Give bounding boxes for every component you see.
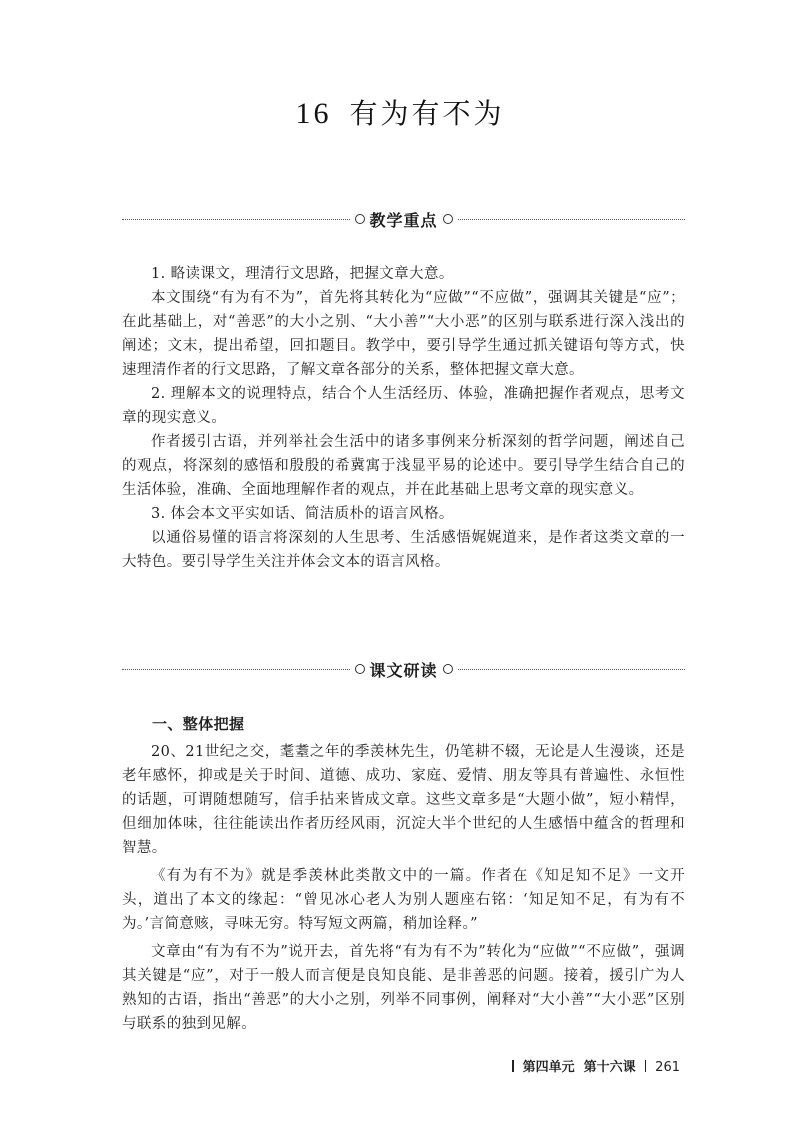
circle-ornament-icon — [355, 664, 365, 674]
dotted-rule-left — [122, 669, 350, 670]
page-footer — [0, 1056, 680, 1075]
footer-lesson: 第十六课 — [583, 1060, 636, 1075]
section-heading-text-study — [122, 657, 685, 681]
page-title — [0, 92, 800, 132]
lesson-number: 16 — [295, 97, 332, 130]
paragraph: 3. 体会本文平实如话、简洁质朴的语言风格。 — [151, 506, 454, 522]
dotted-rule-right — [458, 219, 686, 220]
circle-ornament-icon — [443, 214, 453, 224]
paragraph: 1. 略读课文，理清行文思路，把握文章大意。 — [151, 266, 454, 282]
dotted-rule-left — [122, 219, 350, 220]
paragraph: 20、21世纪之交，耄耋之年的季羡林先生，仍笔耕不辍，无论是人生漫谈，还是老年感怀，抑或是关于时间、道德、成功、家庭、爱情、朋友等具有普遍性、永恒性的话题，可谓随想随写，信手拈来皆成文章。这些文章多是“大题小做”，短小精悍，但细加体味，往往能读出作者历经风雨，沉淀大半个世纪的人生感悟中蕴含的哲理和智慧。 — [122, 744, 685, 856]
teaching-focus-body — [122, 262, 685, 574]
section-heading-label: 课文研读 — [369, 660, 438, 680]
paragraph: 本文围绕“有为有不为”，首先将其转化为“应做”“不应做”，强调其关键是“应”；在此基础上，对“善恶”的大小之别、“大小善”“大小恶”的区别与联系进行深入浅出的阐述；文末，提出希望，回扣题目。教学中，要引导学生通过抓关键语句等方式，快速理清作者的行文思路，了解文章各部分的关系，整体把握文章大意。 — [122, 290, 685, 378]
paragraph: 以通俗易懂的语言将深刻的人生思考、生活感悟娓娓道来，是作者这类文章的一大特色。要引导学生关注并体会文本的语言风格。 — [122, 530, 685, 570]
section-heading-label: 教学重点 — [369, 210, 438, 230]
subheading: 一、整体把握 — [152, 715, 245, 733]
paragraph: 作者援引古语，并列举社会生活中的诸多事例来分析深刻的哲学问题，阐述自己的观点，将深刻的感悟和殷殷的希冀寓于浅显平易的论述中。要引导学生结合自己的生活体验，准确、全面地理解作者的观点，并在此基础上思考文章的现实意义。 — [122, 434, 685, 498]
paragraph: 文章由“有为有不为”说开去，首先将“有为有不为”转化为“应做”“不应做”，强调其关键是“应”，对于一般人而言便是良知良能、是非善恶的问题。接着，援引广为人熟知的古语，指出“善恶”的大小之别，列举不同事例，阐释对“大小善”“大小恶”区别与联系的独到见解。 — [122, 944, 685, 1032]
footer-unit: 第四单元 — [522, 1060, 575, 1075]
dotted-rule-right — [458, 669, 686, 670]
circle-ornament-icon — [355, 214, 365, 224]
paragraph: 《有为有不为》就是季羡林此类散文中的一篇。作者在《知足知不足》一文开头，道出了本文的缘起：“曾见冰心老人为别人题座右铭：‘知足知不足，有为有不为。’言简意赅，寻味无穷。特写短文两篇，稍加诠释。” — [122, 868, 685, 932]
lesson-title: 有为有不为 — [349, 97, 505, 130]
paragraph: 2. 理解本文的说理特点，结合个人生活经历、体验，准确把握作者观点，思考文章的现实意义。 — [122, 386, 685, 426]
divider-bar — [645, 1060, 647, 1072]
circle-ornament-icon — [443, 664, 453, 674]
page-number: 261 — [655, 1060, 680, 1075]
divider-bar — [512, 1060, 514, 1072]
text-study-body — [122, 712, 685, 1036]
section-heading-teaching-focus — [122, 207, 685, 231]
